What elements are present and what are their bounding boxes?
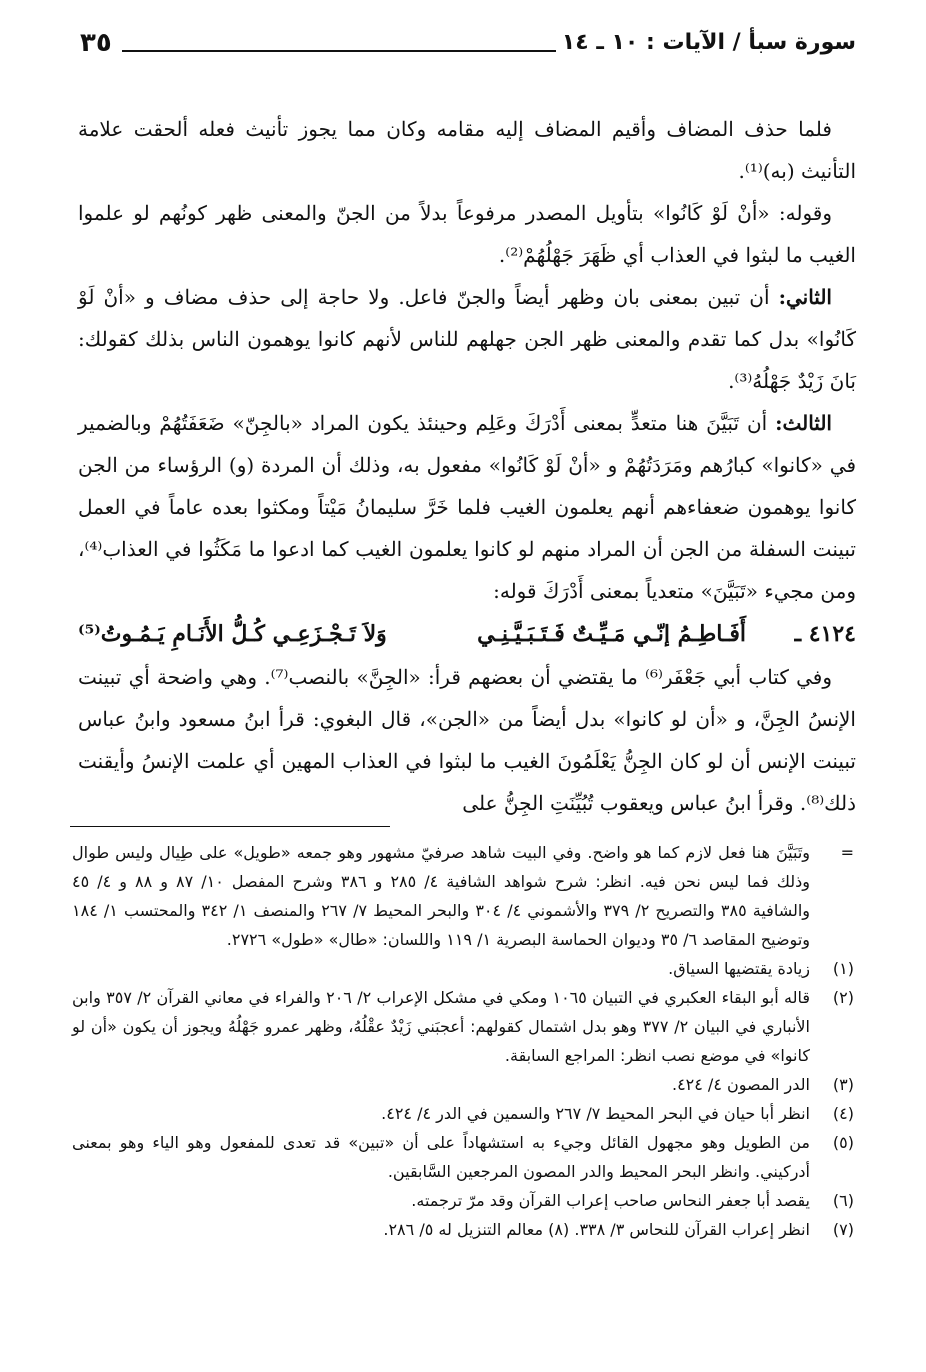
footnotes [72,838,858,1244]
footnote [72,1070,858,1099]
footnote [72,1128,858,1186]
footnote-text: من الطويل وهو مجهول القائل وجيء به استشهاداً على أن «تبين» قد تعدى للمفعول وهو الياء وهو بمعنى أدركيني. وانظر البحر المحيط والدر المصون المرجعين السَّابقين. [72,1133,810,1181]
paragraph-4-lead: الثالث: [775,411,832,435]
footnote-text: زيادة يقتضيها السياق. [668,959,810,978]
verse-first-hemistich: أَفَـاطِـمُ إنّـي مَـيِّـتٌ فَـتَـبَـيَّـنِـي [477,621,746,647]
paragraph-1: فلما حذف المضاف وأقيم المضاف إليه مقامه وكان مما يجوز تأنيث فعله ألحقت علامة التأنيث (به)⁽¹⁾. [78,117,856,183]
paragraph-3-text: أن تبين بمعنى بان وظهر أيضاً والجنّ فاعل. ولا حاجة إلى حذف مضاف و «أنْ لَوْ كَانُوا» بدل كما تقدم والمعنى ظهر الجن جهلهم للناس لأنهم كانوا يوهمون الناس بذلك كقولك: بَانَ زَيْدٌ جَهْلُهُ⁽³⁾. [78,285,856,393]
paragraph-4-text: أن تَبَيَّنَ هنا متعدٍّ بمعنى أَدْرَكَ وعَلِم وحينئذ يكون المراد «بالجِنّ» ضَعَفَتُهُمْ وبالضمير في «كانوا» كبارُهم ومَرَدَتُهُمْ و «أنْ لَوْ كَانُوا» مفعول به، وذلك أن المردة (و) الرؤساء من الجن كانوا يوهمون ضعفاءهم أنهم يعلمون الغيب فلما خَرَّ سليمانُ مَيْتاً ومكثوا بعده عاماً في العمل تبينت السفلة من الجن أن المراد منهم لو كانوا يعلمون الغيب كما ادعوا ما مَكَثُوا في العذاب⁽⁴⁾، ومن مجيء «تَبَيَّنَ» متعدياً بمعنى أَدْرَكَ قوله: [78,411,856,603]
footnote [72,1099,858,1128]
footnote-marker: (٢) [832,988,854,1007]
footnote-separator [70,826,390,827]
poem-verse [78,612,856,656]
header-rule [122,50,556,52]
footnote-text: الدر المصون ٤/ ٤٢٤. [671,1075,810,1094]
footnote [72,1186,858,1215]
paragraph-4 [78,402,856,612]
footnote-marker: (٧) [832,1220,854,1239]
page-number: ٣٥ [80,28,112,58]
verse-number: ٤١٢٤ ـ [794,621,856,647]
footnote-marker: (٣) [832,1075,854,1094]
footnote-text: وتَبَيَّنَ هنا فعل لازم كما هو واضح. وفي البيت شاهد صرفيّ مشهور وهو جمعه «طويل» على طِيال وليس طوال وذلك فما ليس نحن فيه. انظر: شرح شواهد الشافية ٤/ ٢٨٥ و ٣٨٦ وشرح المفصل ١٠/ ٨٧ و ٨٨ و ٤/ ٤٥ والشافية ٣٨٥ والتصريح ٢/ ٣٧٩ والأشموني ٤/ ٣٠٤ والبحر المحيط ٧/ ٢٦٧ والمنصف ١/ ٣٤٢ والمحتسب ١/ ١٨٤ وتوضيح المقاصد ٦/ ٣٥ وديوان الحماسة البصرية ١/ ١١٩ واللسان: «طال» «طول» ٢٧٢٦. [72,843,811,949]
footnote-text: انظر أبا حيان في البحر المحيط ٧/ ٢٦٧ والسمين في الدر ٤/ ٤٢٤. [381,1104,810,1123]
main-text [78,108,856,824]
footnote-marker: = [840,843,854,862]
paragraph-3 [78,276,856,402]
footnote [72,954,858,983]
footnote-text: يقصد أبا جعفر النحاس صاحب إعراب القرآن وقد مرّ ترجمته. [411,1191,810,1210]
verse-second-hemistich: وَلاَ تَـجْـزَعِـي كُـلُّ الأَنَـامِ يَـمُـوتُ⁽⁵⁾ [78,621,387,647]
paragraph-3-lead: الثاني: [778,285,832,309]
footnote-marker: (٦) [832,1191,854,1210]
paragraph-5: وفي كتاب أبي جَعْفَر⁽⁶⁾ ما يقتضي أن بعضهم قرأ: «الجِنَّ» بالنصب⁽⁷⁾. وهي واضحة أي تبينت الإنسُ الجِنَّ، و «أن لو كانوا» بدل أيضاً من «الجن»، قال البغوي: قرأ ابنُ مسعود وابنُ عباس تبينت الإنس أن لو كان الجِنُّ يَعْلَمُونَ الغيب ما لبثوا في العذاب المهين أي علمت الإنسُ وأيقنت ذلك⁽⁸⁾. وقرأ ابنُ عباس ويعقوب تُبُيِّنَتِ الجِنُّ على [78,665,856,815]
footnote [72,838,858,954]
page-header [80,28,856,68]
footnote-text: قاله أبو البقاء العكبري في التبيان ١٠٦٥ ومكي في مشكل الإعراب ٢/ ٢٠٦ والفراء في معاني القرآن ٢/ ٣٥٧ وابن الأنباري في البيان ٢/ ٣٧٧ وهو بدل اشتمال كقولهم: أعجبَني زَيْدٌ عقْلُهُ، وظهر عمرو جَهْلُهُ ويجوز أن يكون «أن لو كانوا» في موضع نصب انظر: المراجع السابقة. [72,988,811,1065]
footnote-text: انظر إعراب القرآن للنحاس ٣/ ٣٣٨. (٨) معالم التنزيل له ٥/ ٢٨٦. [383,1220,810,1239]
footnote-marker: (٥) [832,1133,854,1152]
footnote [72,1215,858,1244]
footnote [72,983,858,1070]
paragraph-2: وقوله: «أنْ لَوْ كَانُوا» بتأويل المصدر مرفوعاً بدلاً من الجنّ والمعنى ظهر كونُهم لو علموا الغيب ما لبثوا في العذاب أي ظَهَرَ جَهْلُهُمْ⁽²⁾. [78,201,856,267]
footnote-marker: (١) [832,959,854,978]
running-title: سورة سبأ / الآيات : ١٠ ـ ١٤ [561,30,856,55]
footnote-marker: (٤) [832,1104,854,1123]
